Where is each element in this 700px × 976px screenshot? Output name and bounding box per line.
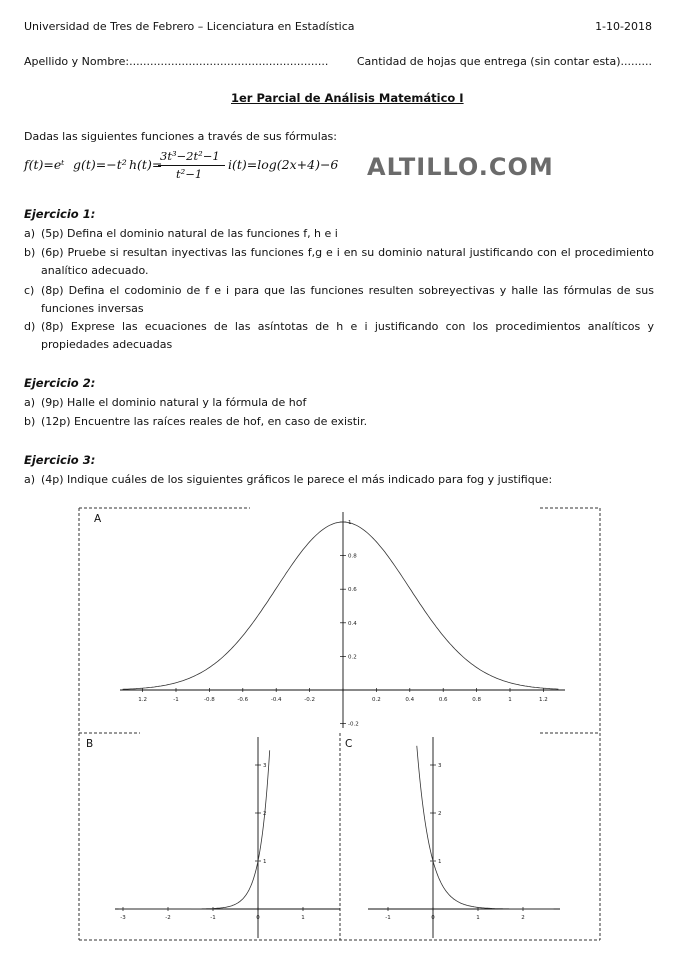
y-tick-label: 1 — [263, 859, 267, 865]
item-number: d) — [24, 320, 36, 333]
x-tick-label: 1 — [508, 697, 512, 703]
x-tick-label: 1 — [476, 915, 480, 921]
formula-f: f(t)=eᵗ — [24, 157, 65, 172]
y-tick-label: 2 — [438, 811, 442, 817]
x-tick-label: 1.2 — [539, 697, 548, 703]
x-tick-label: 1 — [301, 915, 305, 921]
exam-title: 1er Parcial de Análisis Matemático I — [231, 91, 464, 105]
exercise-3-title: Ejercicio 3: — [24, 453, 96, 467]
y-tick-label: 0.4 — [348, 620, 357, 627]
curve-b — [119, 750, 270, 909]
x-tick-label: -3 — [120, 915, 126, 921]
panel-label-b: B — [86, 738, 94, 750]
item-text: (12p) Encuentre las raíces reales de hof, en caso de existir. — [41, 415, 368, 428]
x-tick-label: -2 — [165, 915, 171, 921]
x-tick-label: -1 — [385, 915, 391, 921]
y-tick-label: 3 — [438, 763, 442, 769]
item-text: (8p) Exprese las ecuaciones de las asíntotas de h e i justificando con los procedimientos analíticos y propiedades adecuadas — [41, 320, 654, 351]
name-field: Apellido y Nombre:......................................................... — [24, 55, 329, 68]
item-number: b) — [24, 246, 36, 259]
x-tick-label: 2 — [521, 915, 525, 921]
curve-c — [417, 746, 554, 909]
panel-frames — [79, 508, 600, 940]
x-tick-label: -0.8 — [204, 697, 215, 703]
formula-h-numerator: 3t³−2t²−1 — [160, 149, 220, 163]
intro-text: Dadas las siguientes funciones a través de sus fórmulas: — [24, 130, 337, 143]
y-tick-label: 2 — [263, 811, 267, 817]
watermark: ALTILLO.COM — [367, 153, 554, 181]
x-tick-label: -0.6 — [237, 697, 249, 703]
exercise-1-title: Ejercicio 1: — [24, 207, 96, 221]
sheets-field: Cantidad de hojas que entrega (sin contar esta)......... — [356, 55, 652, 68]
graph-a — [94, 512, 565, 728]
item-number: a) — [24, 227, 36, 240]
x-tick-label: -0.4 — [270, 697, 282, 703]
item-number: a) — [24, 473, 36, 486]
x-tick-label: -0.2 — [304, 697, 315, 703]
exercise-2-title: Ejercicio 2: — [24, 376, 96, 390]
y-tick-label: 3 — [263, 763, 267, 769]
panel-label-c: C — [345, 738, 353, 750]
x-tick-label: 1.2 — [138, 697, 147, 703]
exam-date: 1-10-2018 — [595, 20, 652, 33]
y-tick-label: 0.8 — [348, 553, 357, 560]
graph-c — [345, 737, 560, 938]
y-tick-labels — [430, 763, 442, 865]
item-number: b) — [24, 415, 36, 428]
y-tick-label: 1 — [348, 520, 352, 526]
x-tick-label: 0 — [256, 915, 260, 921]
y-tick-label: -0.2 — [348, 721, 359, 728]
y-tick-labels — [255, 763, 267, 865]
institution-header: Universidad de Tres de Febrero – Licenciatura en Estadística — [24, 20, 355, 33]
y-tick-label: 1 — [438, 859, 442, 865]
x-tick-label: 0 — [431, 915, 435, 921]
item-text: (8p) Defina el codominio de f e i para que las funciones resulten sobreyectivas y halle las fórmulas de sus funciones inversas — [41, 284, 654, 315]
x-tick-label: 0.8 — [472, 697, 481, 703]
formula-h-denominator: t²−1 — [176, 167, 203, 181]
x-tick-label: 0.2 — [372, 697, 381, 703]
x-tick-label: -1 — [173, 697, 179, 703]
curve-a — [123, 522, 559, 689]
y-tick-label: 0.2 — [348, 654, 357, 661]
x-tick-label: 0.4 — [405, 697, 415, 703]
formula-h-left: h(t)= — [129, 157, 163, 172]
x-tick-label: 0.6 — [438, 697, 448, 703]
panel-label-a: A — [94, 513, 102, 525]
item-text: (9p) Halle el dominio natural y la fórmula de hof — [41, 396, 307, 409]
item-number: c) — [24, 284, 35, 297]
formula-g: g(t)=−t² — [73, 157, 127, 172]
item-text: (5p) Defina el dominio natural de las funciones f, h e i — [41, 227, 338, 240]
item-number: a) — [24, 396, 36, 409]
formula-i: i(t)=log(2x+4)−6 — [228, 157, 339, 172]
x-tick-label: -1 — [210, 915, 216, 921]
y-tick-label: 0.6 — [348, 587, 357, 594]
item-text: (6p) Pruebe si resultan inyectivas las funciones f,g e i en su dominio natural justificando con el procedimiento analítico adecuado. — [41, 246, 654, 277]
graph-b — [86, 737, 340, 938]
item-text: (4p) Indique cuáles de los siguientes gráficos le parece el más indicado para fog y justifique: — [41, 473, 553, 486]
